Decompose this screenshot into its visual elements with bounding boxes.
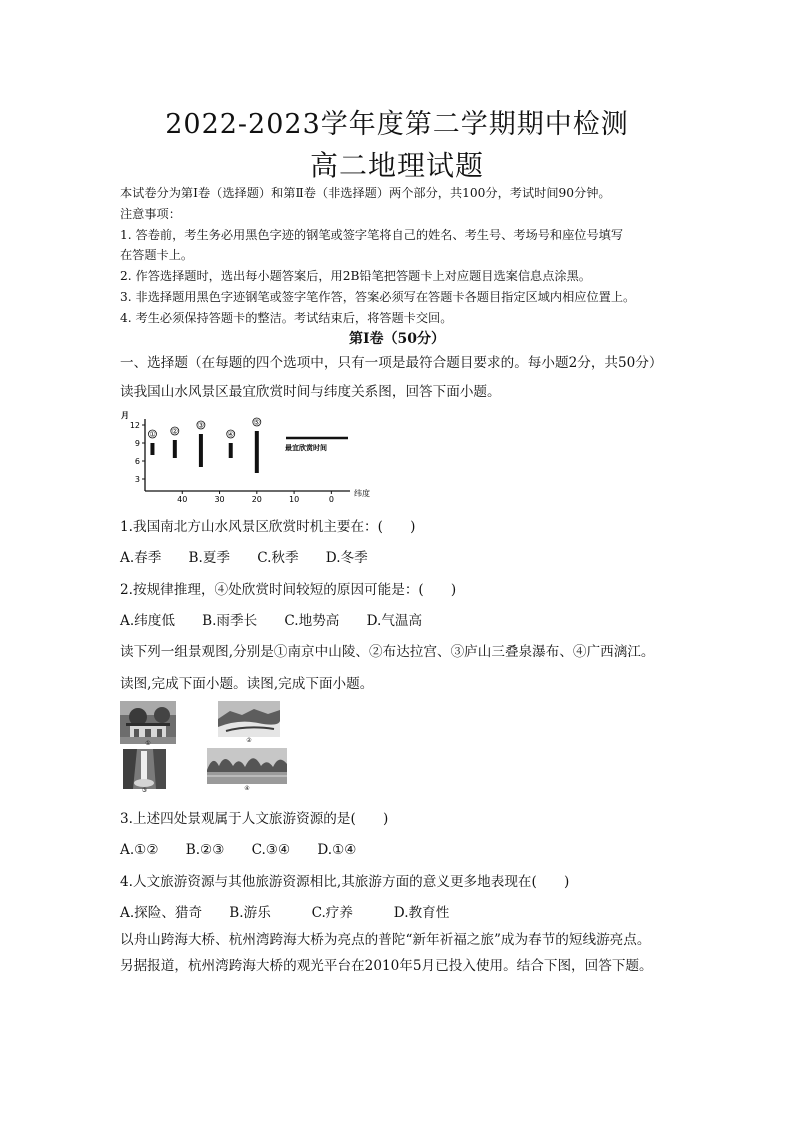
question-1-stem: 1.我国南北方山水风景区欣赏时机主要在：( ) [120,519,416,535]
x-tick-label: 40 [177,495,188,504]
photo-label [123,787,166,795]
question-1-options: A.春季 B.夏季 C.秋季 D.冬季 [120,550,368,566]
photo-li-river [207,748,287,784]
photo-zhongshan-mausoleum [120,701,176,744]
photo-label [218,737,280,745]
photo-label-2: ② [246,737,252,744]
photo-label-3: ③ [141,787,148,794]
group1-lead: 读我国山水风景区最宜欣赏时间与纬度关系图，回答下面小题。 [120,384,501,400]
photo-potala-palace [218,701,280,737]
group2-lead2: 读图,完成下面小题。读图,完成下面小题。 [120,676,374,692]
notice-item: 3. 非选择题用黑色字迹钢笔或签字笔作答，答案必须写在答题卡各题目指定区域内相应位置上。 [120,290,636,304]
notice-item: 4. 考生必须保持答题卡的整洁。考试结束后，将答题卡交回。 [120,311,453,325]
latitude-month-chart [118,405,368,505]
section-title: 第Ⅰ卷（50分） [348,331,446,347]
x-axis-label: 纬度 [354,489,370,498]
bar-27 [229,443,233,458]
group2-lead: 读下列一组景观图,分别是①南京中山陵、②布达拉宫、③庐山三叠泉瀑布、④广西漓江。 [120,644,655,660]
bar-35 [199,434,203,467]
notice-item: 1. 答卷前，考生务必用黑色字迹的钢笔或签字笔将自己的姓名、考生号、考场号和座位号填写 [120,228,624,242]
bar-label: ② [171,427,178,436]
x-tick-label: 20 [251,495,262,504]
legend-label: 最宜欣赏时间 [285,444,327,452]
y-axis-label: 月 [121,411,129,420]
group3-paragraph-2: 另据报道，杭州湾跨海大桥的观光平台在2010年5月已投入使用。结合下图，回答下题。 [120,958,653,974]
exam-title: 2022-2023学年度第二学期期中检测 [165,109,629,140]
photo-lushan-waterfall [123,749,166,789]
photo-label [120,740,176,748]
x-tick-label: 30 [214,495,225,504]
exam-subtitle: 高二地理试题 [309,149,484,182]
x-tick-label: 10 [288,495,300,504]
y-tick-label: 12 [129,421,140,430]
group3-paragraph-1: 以舟山跨海大桥、杭州湾跨海大桥为亮点的普陀“新年祈福之旅”成为春节的短线游亮点。 [120,932,651,948]
photo-label [207,785,287,793]
notice-heading: 注意事项： [120,207,181,221]
y-tick-label: 6 [134,457,140,466]
bar-42 [173,440,177,458]
notice-item: 在答题卡上。 [120,248,194,262]
bar-label: ① [149,430,156,439]
question-2-stem: 2.按规律推理，④处欣赏时间较短的原因可能是：( ) [120,582,457,598]
notice-item: 2. 作答选择题时，选出每小题答案后，用2B铅笔把答题卡上对应题目选案信息点涂黑。 [120,269,591,283]
question-4-options: A.探险、猎奇 B.游乐 C.疗养 D.教育性 [120,905,450,921]
bar-label: ⑤ [253,418,260,427]
photo-label-1: ① [145,740,151,747]
y-tick-label: 9 [134,439,140,448]
photo-label-4: ④ [244,785,250,792]
bar-48 [150,443,154,455]
x-tick-label: 0 [328,495,334,504]
y-tick-label: 3 [134,475,140,484]
bar-label: ④ [227,430,234,439]
question-3-stem: 3.上述四处景观属于人文旅游资源的是( ) [120,811,389,827]
question-4-stem: 4.人文旅游资源与其他旅游资源相比,其旅游方面的意义更多地表现在( ) [120,874,570,890]
section-instruction: 一、选择题（在每题的四个选项中，只有一项是最符合题目要求的。每小题2分，共50分） [120,355,663,371]
question-3-options: A.①② B.②③ C.③④ D.①④ [120,842,357,858]
bar-label: ③ [197,421,205,430]
intro-text: 本试卷分为第Ⅰ卷（选择题）和第Ⅱ卷（非选择题）两个部分，共100分，考试时间90分钟。 [120,186,611,200]
question-2-options: A.纬度低 B.雨季长 C.地势高 D.气温高 [120,613,423,629]
bar-20 [255,431,259,473]
